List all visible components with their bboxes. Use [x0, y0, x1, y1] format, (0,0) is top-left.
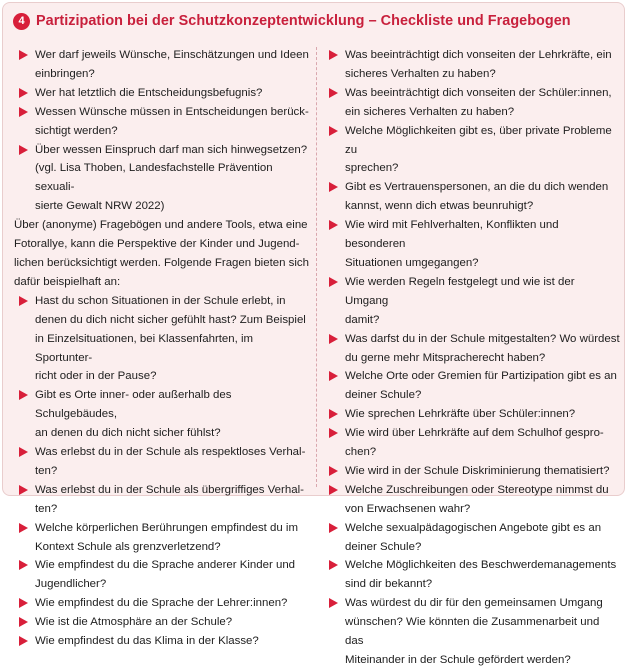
- bullet-arrow-icon: [19, 636, 28, 646]
- column-divider: [316, 47, 317, 487]
- question-item: Wie empfindest du die Sprache der Lehrer:innen?: [14, 594, 310, 613]
- question-item: Wie wird über Lehrkräfte auf dem Schulhof gespro- chen?: [324, 424, 620, 462]
- question-item: Wie empfindest du die Sprache anderer Kinder und Jugendlicher?: [14, 556, 310, 594]
- question-item: Welche Zuschreibungen oder Stereotype nimmst du von Erwachsenen wahr?: [324, 481, 620, 519]
- question-item: Gibt es Vertrauenspersonen, an die du dich wenden kannst, wenn dich etwas beunruhigt?: [324, 178, 620, 216]
- bullet-arrow-icon: [19, 296, 28, 306]
- left-column: [14, 46, 310, 651]
- bullet-arrow-icon: [329, 182, 338, 192]
- bullet-arrow-icon: [329, 409, 338, 419]
- question-item: Was erlebst du in der Schule als übergriffiges Verhal- ten?: [14, 481, 310, 519]
- question-item: Was erlebst du in der Schule als respektloses Verhal- ten?: [14, 443, 310, 481]
- bullet-arrow-icon: [329, 371, 338, 381]
- question-item: Was würdest du dir für den gemeinsamen Umgang wünschen? Wie könnten die Zusammenarbeit und das Miteinander in der Schule gefördert werden?: [324, 594, 620, 670]
- bullet-arrow-icon: [19, 447, 28, 457]
- bullet-arrow-icon: [329, 277, 338, 287]
- bullet-arrow-icon: [19, 107, 28, 117]
- bullet-arrow-icon: [19, 390, 28, 400]
- question-item: Wie wird mit Fehlverhalten, Konflikten und besonderen Situationen umgegangen?: [324, 216, 620, 273]
- checklist-item: Über wessen Einspruch darf man sich hinwegsetzen? (vgl. Lisa Thoben, Landesfachstelle Prävention sexuali- sierte Gewalt NRW 2022): [14, 141, 310, 217]
- bullet-arrow-icon: [19, 88, 28, 98]
- question-item: Hast du schon Situationen in der Schule erlebt, in denen du dich nicht sicher gefühlt hast? Zum Beispiel in Einzelsituationen, bei Klassenfahrten, im Sportunter- richt oder in der Pause?: [14, 292, 310, 387]
- bullet-arrow-icon: [329, 466, 338, 476]
- checklist-item: Wer hat letztlich die Entscheidungsbefugnis?: [14, 84, 310, 103]
- question-item: Wie ist die Atmosphäre an der Schule?: [14, 613, 310, 632]
- question-item: Was beeinträchtigt dich vonseiten der Schüler:innen, ein sicheres Verhalten zu haben?: [324, 84, 620, 122]
- bullet-arrow-icon: [19, 598, 28, 608]
- question-item: Was beeinträchtigt dich vonseiten der Lehrkräfte, ein sicheres Verhalten zu haben?: [324, 46, 620, 84]
- bullet-arrow-icon: [329, 220, 338, 230]
- bullet-arrow-icon: [329, 485, 338, 495]
- question-item: Welche Möglichkeiten des Beschwerdemanagements sind dir bekannt?: [324, 556, 620, 594]
- checklist-item: Wer darf jeweils Wünsche, Einschätzungen und Ideen einbringen?: [14, 46, 310, 84]
- bullet-arrow-icon: [19, 617, 28, 627]
- bullet-arrow-icon: [19, 50, 28, 60]
- bullet-arrow-icon: [329, 334, 338, 344]
- question-item: Wie werden Regeln festgelegt und wie ist der Umgang damit?: [324, 273, 620, 330]
- info-card: [2, 2, 625, 666]
- question-item: Welche körperlichen Berührungen empfindest du im Kontext Schule als grenzverletzend?: [14, 519, 310, 557]
- section-number-badge: 4: [13, 13, 30, 30]
- question-item: Welche Möglichkeiten gibt es, über private Probleme zu sprechen?: [324, 122, 620, 179]
- question-item: Was darfst du in der Schule mitgestalten? Wo würdest du gerne mehr Mitspracherecht haben?: [324, 330, 620, 368]
- question-item: Welche sexualpädagogischen Angebote gibt es an deiner Schule?: [324, 519, 620, 557]
- bullet-arrow-icon: [329, 50, 338, 60]
- bullet-arrow-icon: [329, 560, 338, 570]
- bullet-arrow-icon: [19, 485, 28, 495]
- question-item: Wie wird in der Schule Diskriminierung thematisiert?: [324, 462, 620, 481]
- card-title: Partizipation bei der Schutzkonzeptentwicklung – Checkliste und Fragebogen: [36, 13, 571, 29]
- bullet-arrow-icon: [19, 523, 28, 533]
- bullet-arrow-icon: [329, 428, 338, 438]
- question-item: Gibt es Orte inner- oder außerhalb des Schulgebäudes, an denen du dich nicht sicher fühlst?: [14, 386, 310, 443]
- bullet-arrow-icon: [19, 145, 28, 155]
- checklist-item: Wessen Wünsche müssen in Entscheidungen berück- sichtigt werden?: [14, 103, 310, 141]
- bullet-arrow-icon: [19, 560, 28, 570]
- bullet-arrow-icon: [329, 598, 338, 608]
- bullet-arrow-icon: [329, 523, 338, 533]
- intro-paragraph: Über (anonyme) Fragebögen und andere Tools, etwa eine Fotorallye, kann die Perspektive der Kinder und Jugend- lichen berücksichtigt werden. Folgende Fragen bieten sich dafür beispielhaft an:: [14, 219, 310, 288]
- bullet-arrow-icon: [329, 126, 338, 136]
- question-item: Wie empfindest du das Klima in der Klasse?: [14, 632, 310, 651]
- card-header: [13, 10, 571, 32]
- bullet-arrow-icon: [329, 88, 338, 98]
- question-item: Wie sprechen Lehrkräfte über Schüler:innen?: [324, 405, 620, 424]
- right-column: [324, 46, 620, 670]
- question-item: Welche Orte oder Gremien für Partizipation gibt es an deiner Schule?: [324, 367, 620, 405]
